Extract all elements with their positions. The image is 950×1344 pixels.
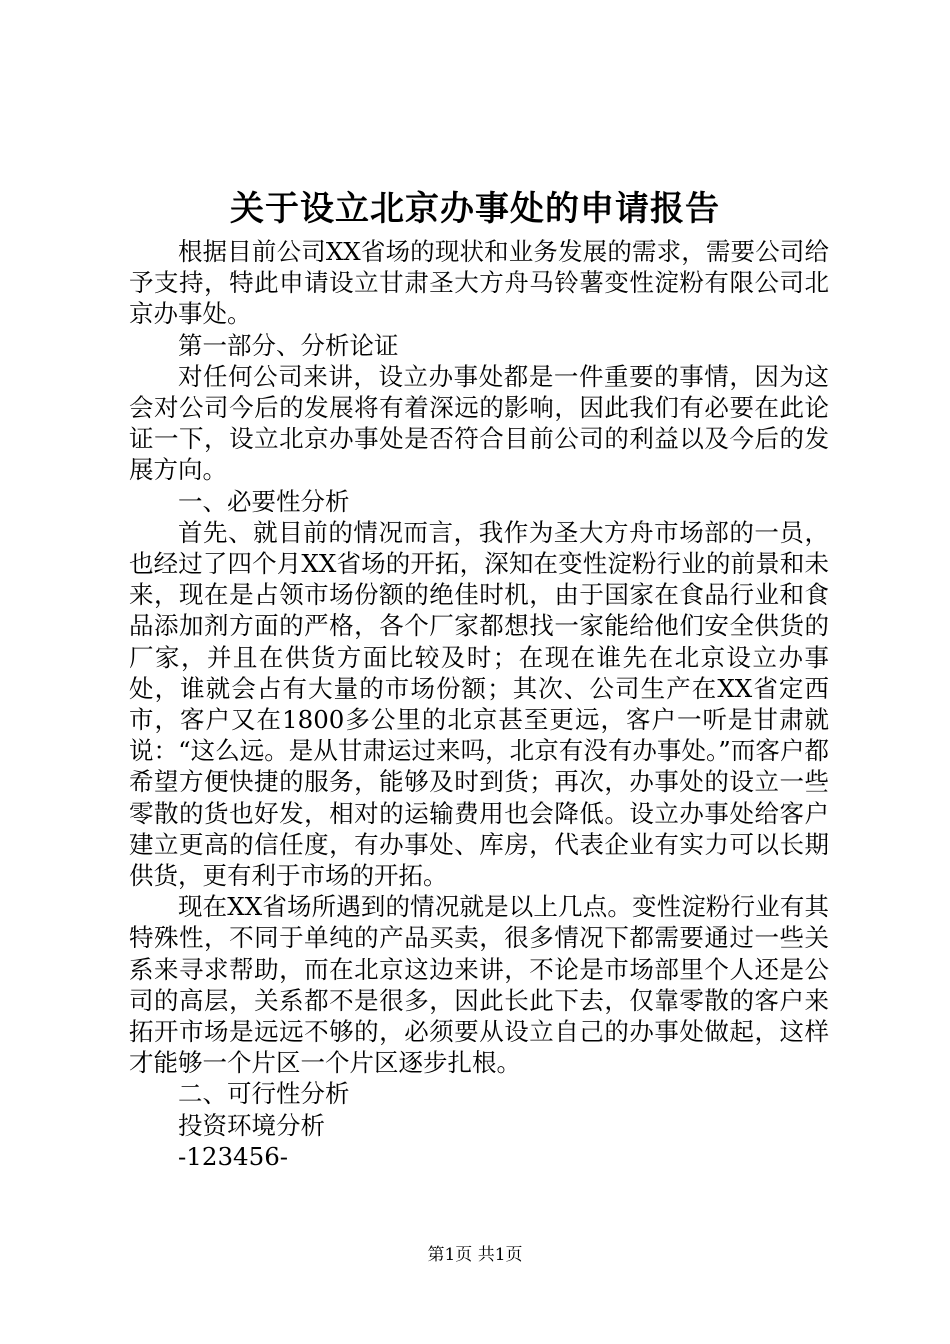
paragraph-importance: 对任何公司来讲，设立办事处都是一件重要的事情，因为这会对公司今后的发展将有着深远的影响，因此我们有必要在此论证一下，设立北京办事处是否符合目前公司的利益以及今后的发展方向。 [129,361,829,485]
subheading-investment-environment: 投资环境分析 [178,1110,325,1140]
paragraph-intro: 根据目前公司XX省场的现状和业务发展的需求，需要公司给予支持，特此申请设立甘肃圣大方舟马铃薯变性淀粉有限公司北京办事处。 [129,237,829,329]
document-title: 关于设立北京办事处的申请报告 [230,189,720,229]
subheading-necessity: 一、必要性分析 [178,486,350,516]
subheading-feasibility: 二、可行性分析 [178,1079,350,1109]
document-body [129,236,829,1172]
paragraph-necessity-detail: 首先、就目前的情况而言，我作为圣大方舟市场部的一员，也经过了四个月XX省场的开拓，深知在变性淀粉行业的前景和未来，现在是占领市场份额的绝佳时机，由于国家在食品行业和食品添加剂方面的严格，各个厂家都想找一家能给他们安全供货的厂家，并且在供货方面比较及时；在现在谁先在北京设立办事处，谁就会占有大量的市场份额；其次、公司生产在XX省定西市，客户又在1800多公里的北京甚至更远，客户一听是甘肃就说：“这么远。是从甘肃运过来吗，北京有没有办事处。”而客户都希望方便快捷的服务，能够及时到货；再次，办事处的设立一些零散的货也好发，相对的运输费用也会降低。设立办事处给客户建立更高的信任度，有办事处、库房，代表企业有实力可以长期供货，更有利于市场的开拓。 [129,517,829,891]
placeholder-number-line: -123456- [178,1141,289,1171]
page-footer: 第1页 共1页 [427,1245,523,1265]
section-heading-part-one: 第一部分、分析论证 [178,330,399,360]
paragraph-current-situation: 现在XX省场所遇到的情况就是以上几点。变性淀粉行业有其特殊性，不同于单纯的产品买卖，很多情况下都需要通过一些关系来寻求帮助，而在北京这边来讲，不论是市场部里个人还是公司的高层，关系都不是很多，因此长此下去，仅靠零散的客户来拓开市场是远远不够的，必须要从设立自己的办事处做起，这样才能够一个片区一个片区逐步扎根。 [129,892,829,1078]
